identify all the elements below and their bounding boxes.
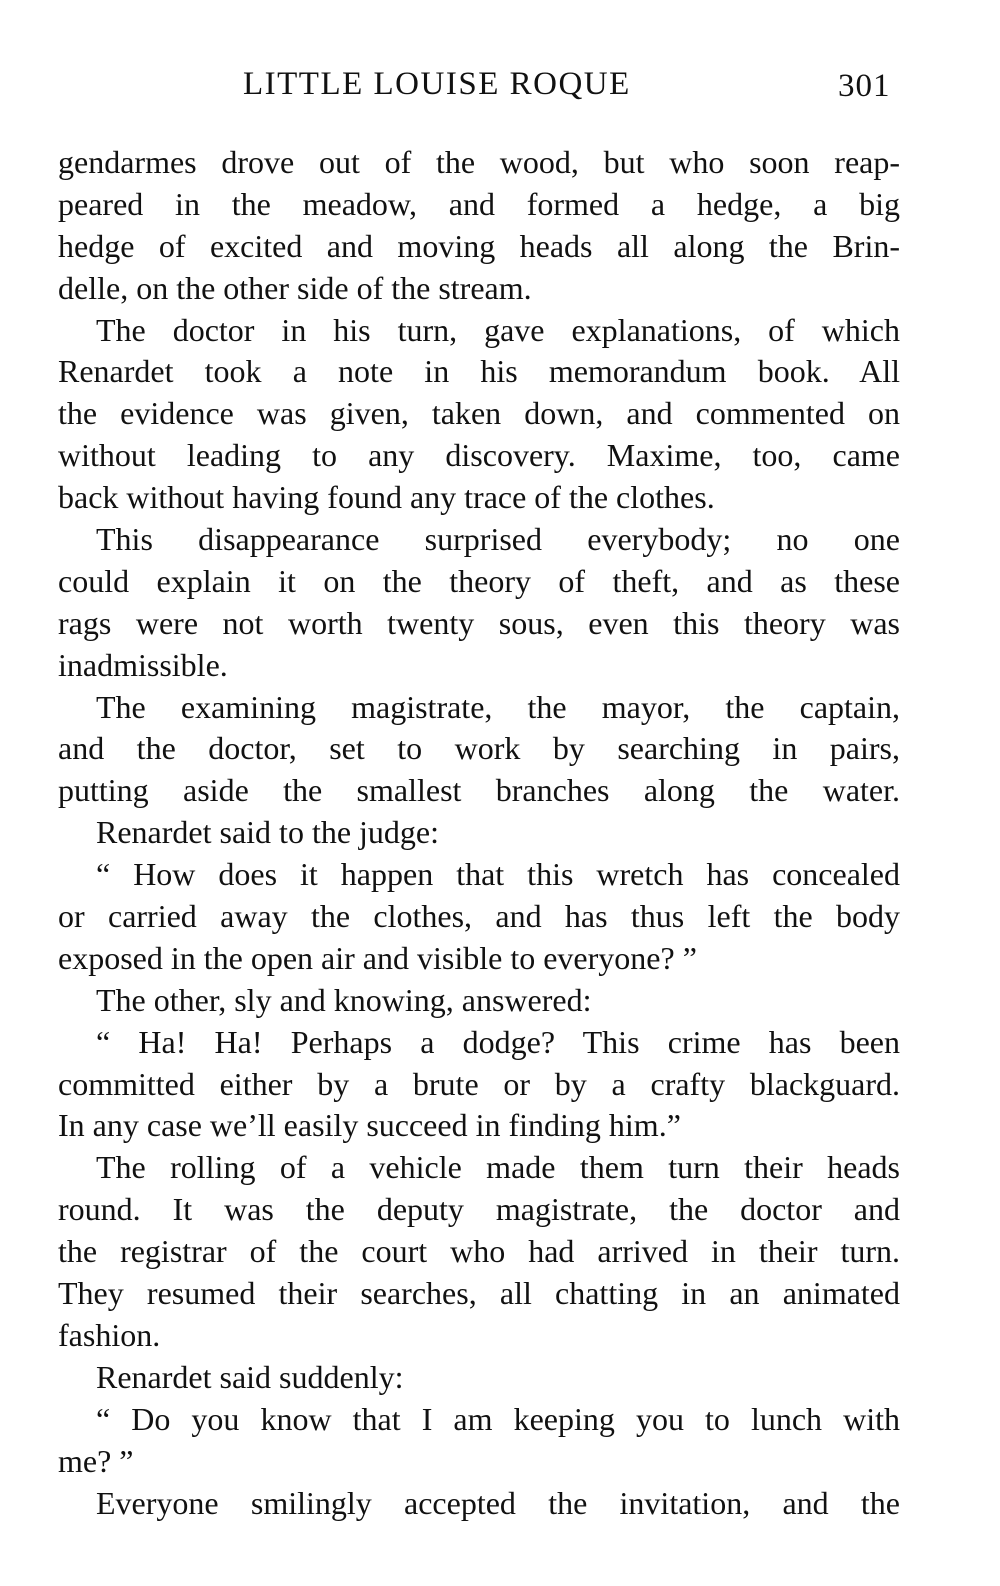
text-line: This disappearance surprised everybody; no one: [96, 521, 900, 558]
text-line: the registrar of the court who had arrived in their turn.: [58, 1233, 900, 1270]
text-line: putting aside the smallest branches along the water.: [58, 772, 900, 809]
text-line: The rolling of a vehicle made them turn their heads: [96, 1149, 900, 1186]
text-line: back without having found any trace of the clothes.: [58, 479, 715, 516]
text-line: “ Ha! Ha! Perhaps a dodge? This crime has been: [96, 1023, 900, 1060]
text-line: “ How does it happen that this wretch has concealed: [96, 856, 900, 893]
text-line: Renardet took a note in his memorandum book. All: [58, 353, 900, 390]
text-line: or carried away the clothes, and has thus left the body: [58, 898, 900, 935]
text-line: and the doctor, set to work by searching in pairs,: [58, 730, 900, 767]
text-line: could explain it on the theory of theft, and as these: [58, 562, 900, 599]
page-number: 301: [838, 68, 891, 104]
text-line: round. It was the deputy magistrate, the doctor and: [58, 1191, 900, 1228]
text-line: me? ”: [58, 1442, 134, 1479]
text-line: peared in the meadow, and formed a hedge, a big: [58, 185, 900, 222]
text-line: the evidence was given, taken down, and commented on: [58, 395, 900, 432]
text-line: rags were not worth twenty sous, even this theory was: [58, 604, 900, 641]
text-line: hedge of excited and moving heads all along the Brin-: [58, 227, 900, 264]
text-line: exposed in the open air and visible to everyone? ”: [58, 939, 697, 976]
text-line: The other, sly and knowing, answered:: [96, 981, 592, 1018]
body-text: [58, 142, 900, 1524]
text-line: delle, on the other side of the stream.: [58, 269, 532, 306]
text-line: The examining magistrate, the mayor, the captain,: [96, 688, 900, 725]
text-line: They resumed their searches, all chatting in an animated: [58, 1275, 900, 1312]
text-line: Renardet said to the judge:: [96, 814, 440, 851]
text-line: without leading to any discovery. Maxime, too, came: [58, 437, 900, 474]
chapter-title: LITTLE LOUISE ROQUE: [243, 66, 631, 102]
text-line: gendarmes drove out of the wood, but who soon reap-: [58, 144, 900, 180]
text-line: In any case we’ll easily succeed in finding him.”: [58, 1107, 681, 1144]
text-line: “ Do you know that I am keeping you to lunch with: [96, 1400, 900, 1437]
text-line: The doctor in his turn, gave explanations, of which: [96, 311, 900, 348]
text-line: Everyone smilingly accepted the invitation, and the: [96, 1484, 900, 1521]
running-head: [0, 66, 1000, 110]
text-line: Renardet said suddenly:: [96, 1358, 404, 1395]
text-line: inadmissible.: [58, 646, 228, 683]
text-line: committed either by a brute or by a crafty blackguard.: [58, 1065, 900, 1102]
text-line: fashion.: [58, 1316, 161, 1353]
